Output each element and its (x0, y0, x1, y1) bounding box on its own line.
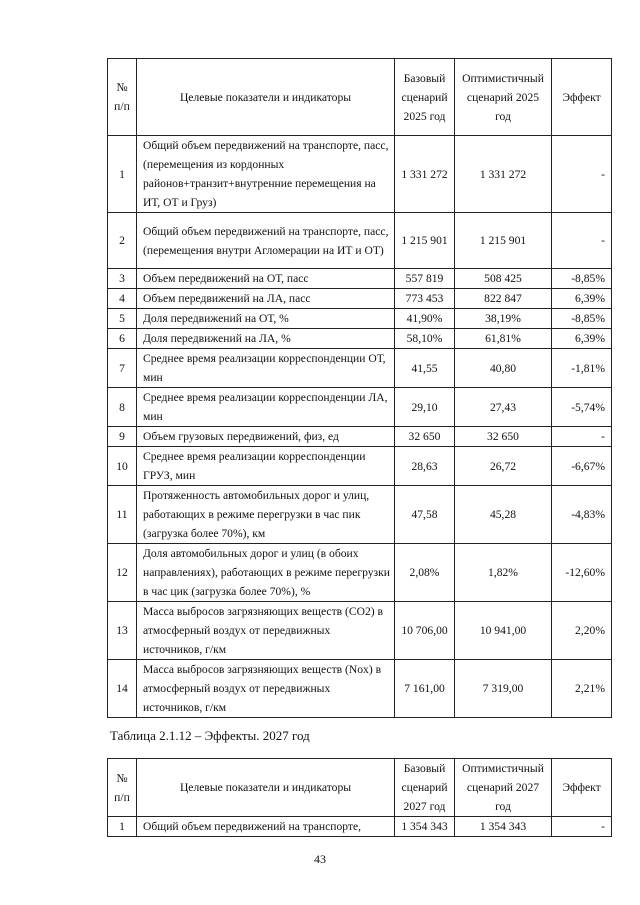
table-row (108, 447, 612, 486)
row-base: 773 453 (395, 289, 455, 309)
table-row (108, 349, 612, 388)
table-row (108, 388, 612, 427)
row-effect: 2,21% (552, 660, 612, 718)
row-num: 7 (108, 349, 137, 388)
row-indicator: Масса выбросов загрязняющих веществ (Nox) в атмосферный воздух от передвижных источников, г/км (137, 660, 395, 718)
row-opt: 508 425 (455, 269, 552, 289)
row-indicator: Доля передвижений на ОТ, % (137, 309, 395, 329)
row-effect: -6,67% (552, 447, 612, 486)
row-opt: 1 331 272 (455, 136, 552, 213)
table-row (108, 544, 612, 602)
header-num: № п/п (108, 59, 137, 136)
table-header-row (108, 759, 612, 817)
row-num: 9 (108, 427, 137, 447)
row-num: 2 (108, 213, 137, 269)
header-base: Базовый сценарий 2027 год (395, 759, 455, 817)
row-num: 11 (108, 486, 137, 544)
row-opt: 1 354 343 (455, 817, 552, 837)
table-row (108, 269, 612, 289)
row-base: 29,10 (395, 388, 455, 427)
row-indicator: Объем грузовых передвижений, физ, ед (137, 427, 395, 447)
row-num: 13 (108, 602, 137, 660)
row-base: 47,58 (395, 486, 455, 544)
row-opt: 26,72 (455, 447, 552, 486)
header-effect: Эффект (552, 59, 612, 136)
header-effect: Эффект (552, 759, 612, 817)
row-opt: 61,81% (455, 329, 552, 349)
row-effect: - (552, 427, 612, 447)
table-row (108, 486, 612, 544)
row-indicator: Общий объем передвижений на транспорте, пасс, (перемещения из кордонных районов+транзит+внутренние перемещения на ИТ, ОТ и Груз) (137, 136, 395, 213)
row-indicator: Протяженность автомобильных дорог и улиц, работающих в режиме перегрузки в час пик (загрузка более 70%), км (137, 486, 395, 544)
table-row (108, 602, 612, 660)
row-num: 12 (108, 544, 137, 602)
row-base: 557 819 (395, 269, 455, 289)
row-indicator: Доля передвижений на ЛА, % (137, 329, 395, 349)
row-effect: -12,60% (552, 544, 612, 602)
row-indicator: Среднее время реализации корреспонденции ОТ, мин (137, 349, 395, 388)
row-base: 58,10% (395, 329, 455, 349)
row-opt: 822 847 (455, 289, 552, 309)
row-indicator: Общий объем передвижений на транспорте, (137, 817, 395, 837)
row-effect: - (552, 213, 612, 269)
table-row (108, 329, 612, 349)
row-base: 28,63 (395, 447, 455, 486)
row-opt: 1,82% (455, 544, 552, 602)
header-indicator: Целевые показатели и индикаторы (137, 59, 395, 136)
row-num: 8 (108, 388, 137, 427)
row-base: 32 650 (395, 427, 455, 447)
row-effect: -5,74% (552, 388, 612, 427)
row-num: 3 (108, 269, 137, 289)
row-num: 1 (108, 817, 137, 837)
row-effect: -8,85% (552, 309, 612, 329)
row-base: 1 354 343 (395, 817, 455, 837)
row-effect: - (552, 136, 612, 213)
row-num: 10 (108, 447, 137, 486)
row-indicator: Среднее время реализации корреспонденции ЛА, мин (137, 388, 395, 427)
row-num: 14 (108, 660, 137, 718)
row-base: 41,90% (395, 309, 455, 329)
row-opt: 38,19% (455, 309, 552, 329)
header-opt: Оптимистичный сценарий 2027 год (455, 759, 552, 817)
row-base: 1 331 272 (395, 136, 455, 213)
row-num: 5 (108, 309, 137, 329)
table-row (108, 817, 612, 837)
effects-table-2027 (107, 758, 612, 837)
header-opt: Оптимистичный сценарий 2025 год (455, 59, 552, 136)
row-opt: 1 215 901 (455, 213, 552, 269)
table-caption: Таблица 2.1.12 – Эффекты. 2027 год (110, 728, 310, 743)
row-effect: -1,81% (552, 349, 612, 388)
row-effect: 2,20% (552, 602, 612, 660)
row-opt: 27,43 (455, 388, 552, 427)
row-indicator: Масса выбросов загрязняющих веществ (СО2) в атмосферный воздух от передвижных источников, г/км (137, 602, 395, 660)
row-indicator: Объем передвижений на ЛА, пасс (137, 289, 395, 309)
table-row (108, 427, 612, 447)
row-indicator: Среднее время реализации корреспонденции ГРУЗ, мин (137, 447, 395, 486)
row-opt: 45,28 (455, 486, 552, 544)
row-effect: -8,85% (552, 269, 612, 289)
row-base: 41,55 (395, 349, 455, 388)
table-row (108, 213, 612, 269)
row-opt: 7 319,00 (455, 660, 552, 718)
row-effect: - (552, 817, 612, 837)
row-effect: 6,39% (552, 329, 612, 349)
row-indicator: Общий объем передвижений на транспорте, пасс, (перемещения внутри Агломерации на ИТ и ОТ) (137, 213, 395, 269)
table-row (108, 309, 612, 329)
row-base: 7 161,00 (395, 660, 455, 718)
header-base: Базовый сценарий 2025 год (395, 59, 455, 136)
table-row (108, 136, 612, 213)
header-indicator: Целевые показатели и индикаторы (137, 759, 395, 817)
row-effect: -4,83% (552, 486, 612, 544)
row-opt: 40,80 (455, 349, 552, 388)
row-indicator: Объем передвижений на ОТ, пасс (137, 269, 395, 289)
table-header-row (108, 59, 612, 136)
row-opt: 32 650 (455, 427, 552, 447)
header-num: № п/п (108, 759, 137, 817)
table-row (108, 660, 612, 718)
effects-table-2025 (107, 58, 612, 718)
row-num: 4 (108, 289, 137, 309)
page-number: 43 (314, 852, 326, 866)
table-row (108, 289, 612, 309)
row-effect: 6,39% (552, 289, 612, 309)
row-num: 6 (108, 329, 137, 349)
row-num: 1 (108, 136, 137, 213)
row-base: 1 215 901 (395, 213, 455, 269)
row-base: 2,08% (395, 544, 455, 602)
row-base: 10 706,00 (395, 602, 455, 660)
row-opt: 10 941,00 (455, 602, 552, 660)
row-indicator: Доля автомобильных дорог и улиц (в обоих направлениях), работающих в режиме перегрузки в час цик (загрузка более 70%), % (137, 544, 395, 602)
